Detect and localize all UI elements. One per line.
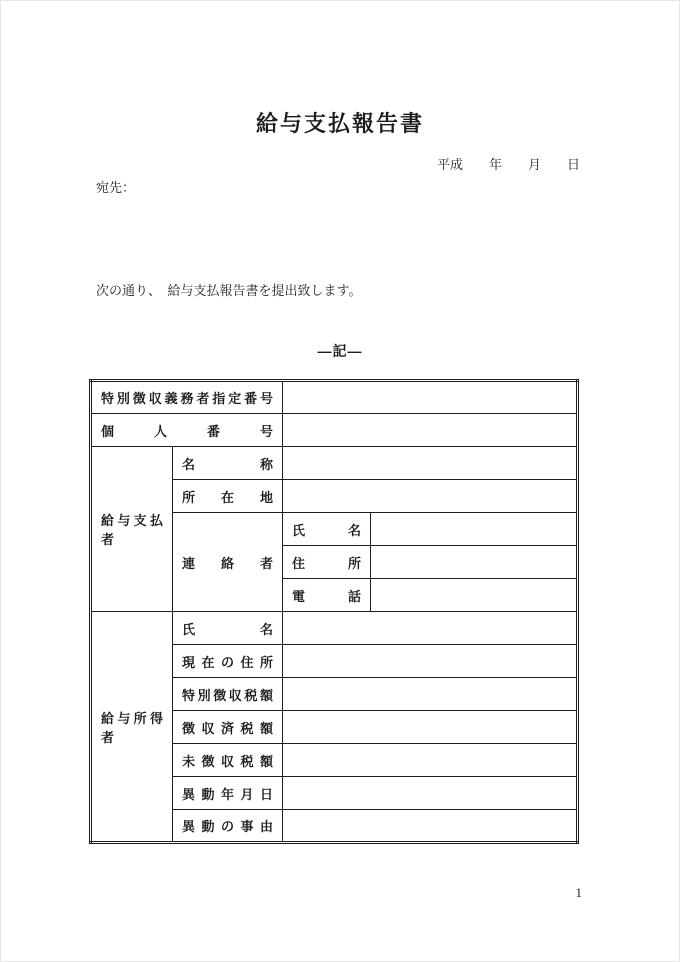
value-uncollected-tax-amount (283, 744, 578, 777)
value-personal-number (283, 414, 578, 447)
value-earner-current-address (283, 645, 578, 678)
label-change-date: 異動年月日 (173, 777, 283, 810)
table-row (91, 414, 578, 447)
value-payer-name (283, 447, 578, 480)
label-personal-number: 個人番号 (91, 414, 283, 447)
body-text: 次の通り、 給与支払報告書を提出致します。 (96, 283, 362, 298)
label-uncollected-tax-amount: 未徴収税額 (173, 744, 283, 777)
table-row (91, 447, 578, 480)
value-contact-name (371, 513, 578, 546)
label-special-collection-number: 特別徴収義務者指定番号 (91, 381, 283, 414)
document-title: 給与支払報告書 (255, 111, 424, 136)
day-label: 日 (566, 157, 580, 172)
label-change-reason: 異動の事由 (173, 810, 283, 843)
year-label: 年 (488, 157, 502, 172)
group-label-salary-earner: 給与所得者 (91, 612, 173, 843)
page-number: 1 (575, 885, 582, 900)
label-payer-address: 所在地 (173, 480, 283, 513)
value-contact-phone (371, 579, 578, 612)
value-special-collection-number (283, 381, 578, 414)
value-collected-tax-amount (283, 711, 578, 744)
label-earner-current-address: 現在の住所 (173, 645, 283, 678)
value-contact-address (371, 546, 578, 579)
value-change-reason (283, 810, 578, 843)
value-special-tax-amount (283, 678, 578, 711)
date-line (437, 154, 580, 173)
addressee-label: 宛先： (96, 180, 136, 195)
label-contact-address: 住所 (283, 546, 371, 579)
label-contact-phone: 電話 (283, 579, 371, 612)
table-row (91, 381, 578, 414)
value-earner-name (283, 612, 578, 645)
era-label: 平成 (436, 157, 463, 172)
salary-report-table (89, 379, 579, 844)
label-special-tax-amount: 特別徴収税額 (173, 678, 283, 711)
table-row (91, 612, 578, 645)
record-marker: —記— (317, 343, 363, 359)
value-payer-address (283, 480, 578, 513)
label-payer-name: 名称 (173, 447, 283, 480)
label-collected-tax-amount: 徴収済税額 (173, 711, 283, 744)
month-label: 月 (527, 157, 541, 172)
group-label-salary-payer: 給与支払者 (91, 447, 173, 612)
value-change-date (283, 777, 578, 810)
label-earner-name: 氏名 (173, 612, 283, 645)
label-contact-name: 氏名 (283, 513, 371, 546)
label-contact-person: 連絡者 (173, 513, 283, 612)
